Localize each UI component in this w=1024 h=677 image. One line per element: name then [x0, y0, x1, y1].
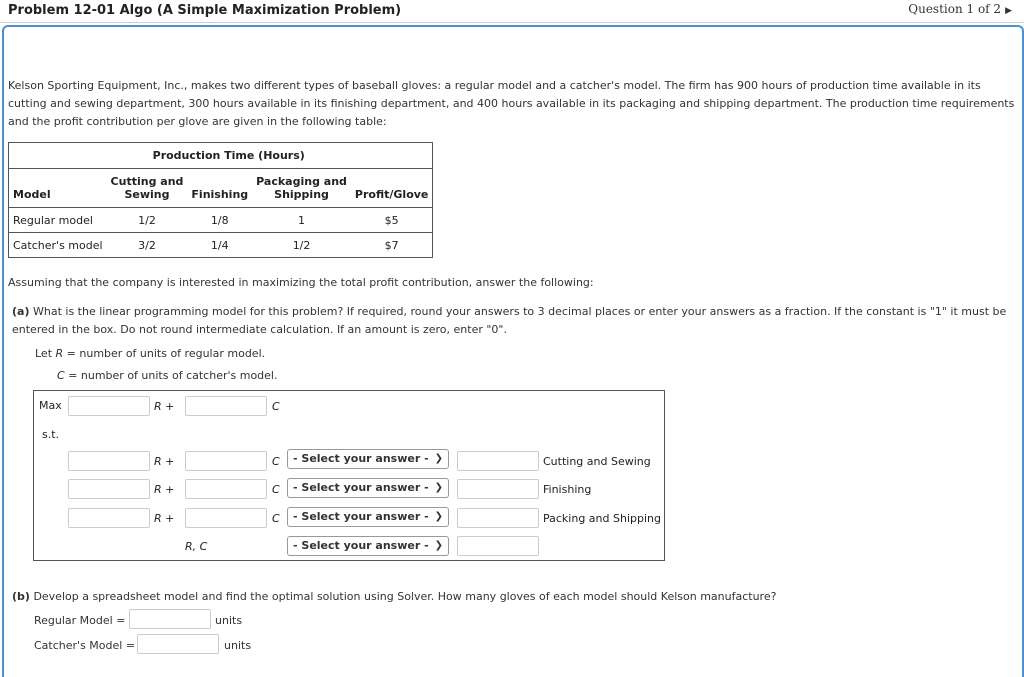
chevron-down-icon: ❯ [434, 540, 443, 551]
cutting-rhs-input[interactable] [457, 451, 539, 471]
cutting-r-coef-input[interactable] [68, 451, 150, 471]
problem-intro: Kelson Sporting Equipment, Inc., makes two different types of baseball gloves: a regular model and a catcher's model. The firm has 900 hours of production time available in its cutting and sewing department, 300 hours available in its finishing department, and 400 hours available in its packaging and shipping department. The production time requirements and the profit contribution per glove are given in the following table: [8, 79, 1015, 128]
row-finishing: 1/4 [210, 238, 229, 252]
packing-relation-select[interactable] [287, 507, 449, 527]
r-plus-label: R + [154, 483, 175, 496]
col-header-profit: Profit/Glove [351, 188, 433, 208]
row-cutting: 3/2 [138, 238, 156, 252]
row-cutting: 1/2 [107, 208, 188, 233]
packing-c-coef-input[interactable] [185, 508, 267, 528]
var-c: C [57, 369, 65, 382]
part-a-text: What is the linear programming model for this problem? If required, round your answers to 3 decimal places or enter your answers as a fraction. If the constant is "1" it must be entered in the box. Do not round intermediate calculation. If an amount is zero, enter "0". [12, 305, 1007, 336]
finishing-r-coef-input[interactable] [68, 479, 150, 499]
part-b-label: (b) [12, 590, 30, 603]
nonneg-vars-label: R, C [185, 540, 208, 553]
lp-model-box [33, 390, 665, 561]
question-nav-label: Question 1 of 2 [908, 2, 1002, 16]
row-packaging: 1/2 [292, 238, 311, 252]
objective-c-coef-input[interactable] [185, 396, 267, 416]
part-b-text: Develop a spreadsheet model and find the optimal solution using Solver. How many gloves of each model should Kelson manufacture? [33, 590, 777, 603]
part-a-label: (a) [12, 305, 30, 318]
catcher-model-label: Catcher's Model = [34, 639, 136, 652]
question-navigator[interactable] [908, 2, 1012, 16]
cutting-relation-select[interactable] [287, 449, 449, 469]
col-header-packaging-2: Shipping [252, 188, 351, 208]
constraint-label-cutting: Cutting and Sewing [543, 455, 651, 468]
cutting-c-coef-input[interactable] [185, 451, 267, 471]
table-row [9, 208, 433, 233]
col-header-cutting-1: Cutting and [110, 175, 184, 188]
chevron-down-icon: ❯ [434, 453, 443, 464]
table-group-header: Production Time (Hours) [107, 143, 351, 169]
row-model: Regular model [9, 208, 107, 233]
let-r-definition [35, 347, 265, 360]
table-row [9, 233, 433, 258]
r-plus-label: R + [154, 400, 175, 413]
next-arrow-icon[interactable]: ▶ [1005, 6, 1012, 16]
regular-model-input[interactable] [129, 609, 211, 629]
constraint-label-finishing: Finishing [543, 483, 592, 496]
c-var-label: C [272, 483, 280, 496]
let-c-definition [57, 369, 277, 382]
def-r: = number of units of regular model. [66, 347, 266, 360]
select-placeholder: - Select your answer - [293, 510, 429, 523]
regular-model-label: Regular Model = [34, 614, 126, 627]
st-label: s.t. [42, 428, 60, 441]
select-placeholder: - Select your answer - [293, 539, 429, 552]
chevron-down-icon: ❯ [434, 511, 443, 522]
select-placeholder: - Select your answer - [293, 481, 429, 494]
finishing-relation-select[interactable] [287, 478, 449, 498]
problem-title: Problem 12-01 Algo (A Simple Maximization Problem) [8, 3, 402, 18]
col-header-model: Model [9, 188, 107, 208]
row-finishing: 1/8 [187, 208, 252, 233]
nonneg-rhs-input[interactable] [457, 536, 539, 556]
row-model: Catcher's model [13, 238, 103, 252]
chevron-down-icon: ❯ [434, 482, 443, 493]
r-plus-label: R + [154, 512, 175, 525]
problem-header [0, 0, 1024, 23]
packing-r-coef-input[interactable] [68, 508, 150, 528]
c-var-label: C [272, 455, 280, 468]
col-header-cutting-2: Sewing [107, 188, 188, 208]
c-var-label: C [272, 400, 280, 413]
part-a-question [12, 303, 1018, 339]
part-b-question [12, 590, 776, 603]
row-packaging: 1 [252, 208, 351, 233]
c-var-label: C [272, 512, 280, 525]
constraint-label-packing: Packing and Shipping [543, 512, 661, 525]
production-time-table [8, 142, 433, 258]
row-profit: $5 [351, 208, 433, 233]
nonneg-relation-select[interactable] [287, 536, 449, 556]
assumption-text: Assuming that the company is interested in maximizing the total profit contribution, answer the following: [8, 276, 594, 289]
finishing-c-coef-input[interactable] [185, 479, 267, 499]
row-profit: $7 [384, 238, 399, 252]
def-c: = number of units of catcher's model. [68, 369, 278, 382]
select-placeholder: - Select your answer - [293, 452, 429, 465]
let-prefix: Let [35, 347, 53, 360]
var-r: R [55, 347, 64, 360]
r-plus-label: R + [154, 455, 175, 468]
catcher-units-label: units [224, 639, 252, 652]
objective-r-coef-input[interactable] [68, 396, 150, 416]
regular-units-label: units [215, 614, 243, 627]
col-header-finishing: Finishing [187, 188, 252, 208]
packing-rhs-input[interactable] [457, 508, 539, 528]
col-header-packaging-1: Packaging and [256, 175, 347, 188]
finishing-rhs-input[interactable] [457, 479, 539, 499]
catcher-model-input[interactable] [137, 634, 219, 654]
max-label: Max [39, 399, 62, 412]
